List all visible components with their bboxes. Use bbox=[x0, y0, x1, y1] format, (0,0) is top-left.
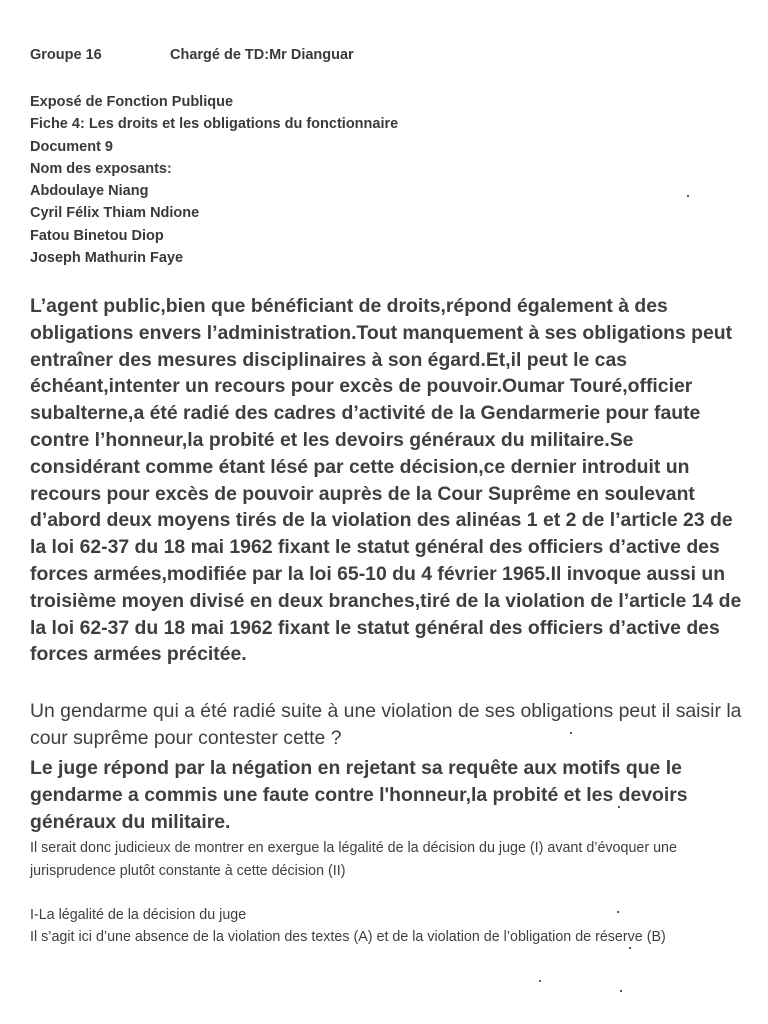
facts-paragraph: L’agent public,bien que bénéficiant de droits,répond également à des obligations envers l’administration.Tout manquement à ses obligations peut entraîner des mesures disciplinaires à son égard.Et,il peut le cas échéant,intenter un recours pour excès de pouvoir.Oumar Touré,officier subalterne,a été radié des cadres d’activité de la Gendarmerie pour faute contre l’honneur,la probité et les devoirs généraux du militaire.Se considérant comme étant lésé par cette décision,ce dernier introduit un recours pour excès de pouvoir auprès de la Cour Suprême en soulevant d’abord deux moyens tirés de la violation des alinéas 1 et 2 de l’article 23 de la loi 62-37 du 18 mai 1962 fixant le statut général des officiers d’active des forces armées,modifiée par la loi 65-10 du 4 février 1965.Il invoque aussi un troisième moyen divisé en deux branches,tiré de la violation de l’article 14 de la loi 62-37 du 18 mai 1962 fixant le statut général des officiers d’active des forces armées précitée. bbox=[30, 295, 742, 666]
tutor-label: Chargé de TD:Mr Dianguar bbox=[170, 47, 354, 63]
presenter-name: Fatou Binetou Diop bbox=[30, 227, 164, 244]
speck-mark bbox=[617, 911, 619, 913]
speck-mark bbox=[620, 990, 622, 992]
section-intro: Il s’agit ici d’une absence de la violation des textes (A) et de la violation de l’obligation de réserve (B) bbox=[30, 929, 666, 945]
speck-mark bbox=[629, 947, 631, 949]
header-line bbox=[30, 47, 354, 63]
group-label: Groupe 16 bbox=[30, 47, 102, 63]
speck-mark bbox=[570, 732, 572, 734]
speck-mark bbox=[687, 195, 689, 197]
legal-question: Un gendarme qui a été radié suite à une violation de ses obligations peut il saisir la cour suprême pour contester cette ? bbox=[30, 700, 742, 749]
presenters-label: Nom des exposants: bbox=[30, 160, 172, 177]
document-meta bbox=[30, 91, 398, 269]
course-title: Exposé de Fonction Publique bbox=[30, 94, 234, 110]
presenter-name: Abdoulaye Niang bbox=[30, 183, 149, 200]
section-title: I-La légalité de la décision du juge bbox=[30, 907, 247, 923]
presenter-name: Joseph Mathurin Faye bbox=[30, 250, 184, 267]
plan-announcement: Il serait donc judicieux de montrer en exergue la légalité de la décision du juge (I) avant d’évoquer une jurisprudence plutôt constante à cette décision (II) bbox=[30, 840, 677, 879]
speck-mark bbox=[618, 806, 620, 808]
document-number: Document 9 bbox=[30, 138, 113, 155]
judge-answer: Le juge répond par la négation en rejetant sa requête aux motifs que le gendarme a commis une faute contre l'honneur,la probité et les devoirs généraux du militaire. bbox=[30, 757, 688, 833]
presenter-name: Cyril Félix Thiam Ndione bbox=[30, 205, 200, 222]
sheet-title: Fiche 4: Les droits et les obligations du fonctionnaire bbox=[30, 116, 399, 133]
speck-mark bbox=[539, 980, 541, 982]
